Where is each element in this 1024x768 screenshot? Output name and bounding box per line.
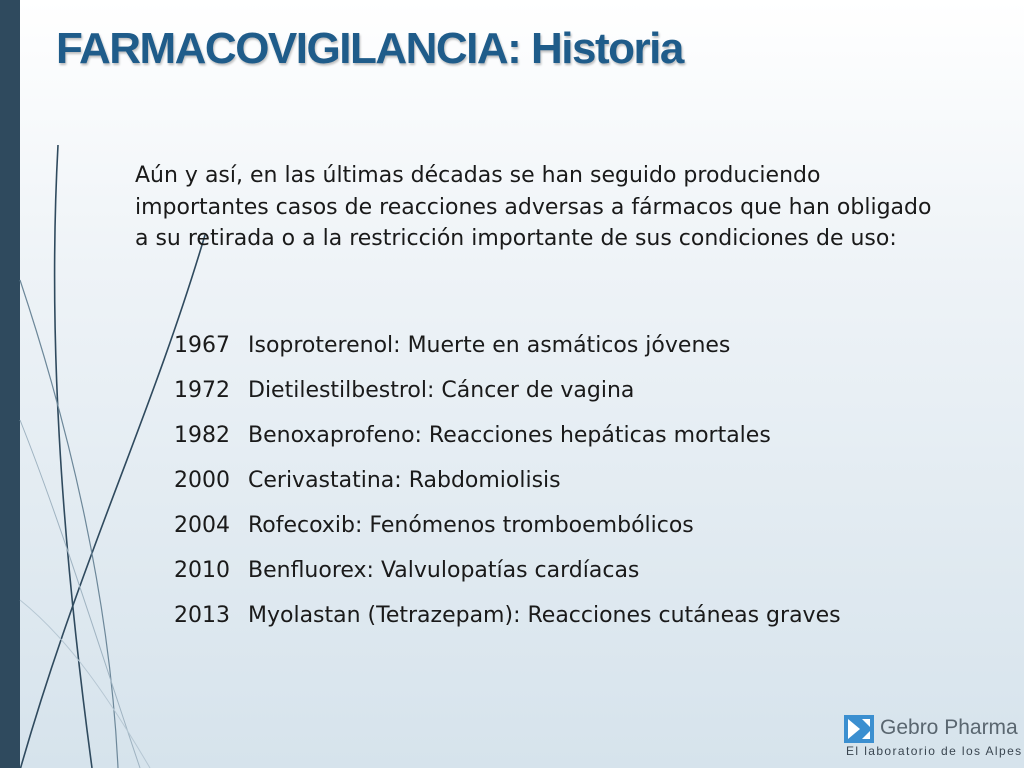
list-item xyxy=(174,462,841,507)
list-item xyxy=(174,417,841,462)
list-item xyxy=(174,507,841,552)
event-year: 1967 xyxy=(174,333,230,358)
list-item xyxy=(174,552,841,597)
event-text: Rofecoxib: Fenómenos tromboembólicos xyxy=(248,513,694,538)
list-item xyxy=(174,372,841,417)
list-item xyxy=(174,597,841,642)
event-text: Cerivastatina: Rabdomiolisis xyxy=(248,468,561,493)
logo-tagline: El laboratorio de los Alpes xyxy=(846,744,1023,758)
event-text: Myolastan (Tetrazepam): Reacciones cutáneas graves xyxy=(248,603,841,628)
event-year: 1982 xyxy=(174,423,230,448)
event-text: Benfluorex: Valvulopatías cardíacas xyxy=(248,558,640,583)
company-logo xyxy=(844,712,1023,762)
logo-name: Gebro Pharma xyxy=(880,716,1018,739)
event-year: 2000 xyxy=(174,468,230,493)
gebro-logo-icon xyxy=(844,715,874,743)
event-text: Isoproterenol: Muerte en asmáticos jóvenes xyxy=(248,333,731,358)
event-text: Dietilestilbestrol: Cáncer de vagina xyxy=(248,378,635,403)
events-list xyxy=(174,327,841,642)
event-year: 2004 xyxy=(174,513,230,538)
list-item xyxy=(174,327,841,372)
slide-title: FARMACOVIGILANCIA: Historia xyxy=(56,24,683,73)
event-text: Benoxaprofeno: Reacciones hepáticas mortales xyxy=(248,423,771,448)
event-year: 2013 xyxy=(174,603,230,628)
intro-paragraph: Aún y así, en las últimas décadas se han seguido produciendo importantes casos de reacciones adversas a fármacos que han obligado a su retirada o a la restricción importante de sus condiciones de uso: xyxy=(135,163,932,251)
event-year: 2010 xyxy=(174,558,230,583)
event-year: 1972 xyxy=(174,378,230,403)
